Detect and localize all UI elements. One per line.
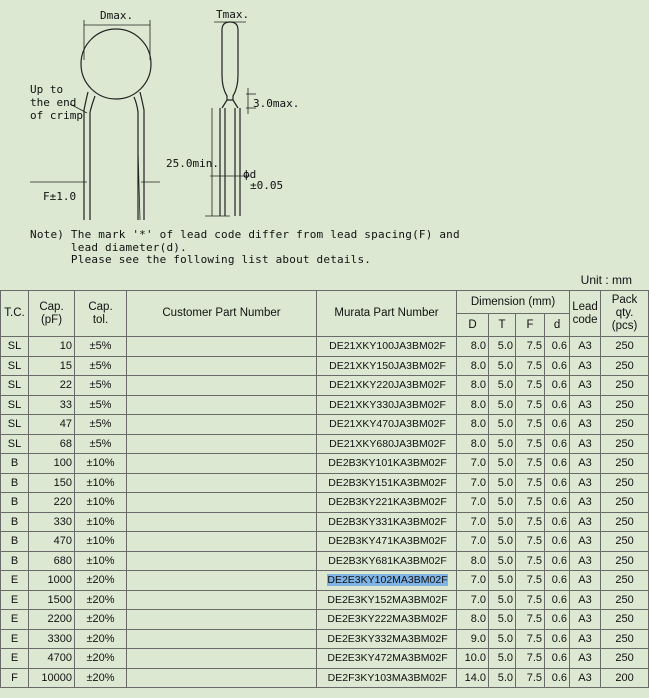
tol-cell: ±20% [75,629,127,649]
dim-f-cell: 7.5 [516,551,545,571]
dim-t-cell: 5.0 [489,551,516,571]
tc-cell: E [1,571,29,591]
lead-spacing-label: F±1.0 [43,190,77,203]
cap-cell: 3300 [29,629,75,649]
dim-d-lower-cell: 0.6 [545,590,570,610]
dim-f-cell: 7.5 [516,668,545,688]
tc-cell: B [1,512,29,532]
dim-d-lower-cell: 0.6 [545,571,570,591]
tol-cell: ±10% [75,532,127,552]
header-dim-f: F [516,314,545,337]
cap-cell: 220 [29,493,75,513]
dim-f-cell: 7.5 [516,473,545,493]
murata-part-cell: DE21XKY680JA3BM02F [317,434,457,454]
customer-part-cell [127,337,317,357]
dim-d-upper-cell: 8.0 [457,551,489,571]
header-pack-qty: Pack qty. (pcs) [601,291,649,337]
murata-part-cell: DE21XKY150JA3BM02F [317,356,457,376]
cap-cell: 2200 [29,610,75,630]
unit-label: Unit : mm [580,273,632,287]
table-row [1,395,649,415]
lead-code-cell: A3 [570,473,601,493]
tc-cell: SL [1,415,29,435]
dim-d-lower-cell: 0.6 [545,532,570,552]
crimp-label-1: Up to [30,83,64,96]
lead-code-cell: A3 [570,415,601,435]
customer-part-cell [127,454,317,474]
tc-cell: SL [1,434,29,454]
header-tol: Cap. tol. [75,291,127,337]
customer-part-cell [127,376,317,396]
lead-diameter-tol-label: ±0.05 [250,179,284,192]
tol-cell: ±10% [75,512,127,532]
dim-d-lower-cell: 0.6 [545,473,570,493]
dim-f-cell: 7.5 [516,454,545,474]
cap-cell: 150 [29,473,75,493]
cap-cell: 1000 [29,571,75,591]
lead-code-cell: A3 [570,493,601,513]
pack-qty-cell: 200 [601,668,649,688]
tc-cell: SL [1,395,29,415]
dim-d-lower-cell: 0.6 [545,493,570,513]
murata-part-cell: DE2E3KY152MA3BM02F [317,590,457,610]
dim-d-upper-cell: 8.0 [457,395,489,415]
customer-part-cell [127,571,317,591]
pack-qty-cell: 250 [601,590,649,610]
lead-code-cell: A3 [570,649,601,669]
tol-cell: ±20% [75,610,127,630]
customer-part-cell [127,493,317,513]
dim-t-cell: 5.0 [489,415,516,435]
header-dim-d-lower: d [545,314,570,337]
murata-part-cell: DE21XKY470JA3BM02F [317,415,457,435]
table-row [1,551,649,571]
dim-d-lower-cell: 0.6 [545,649,570,669]
tol-cell: ±5% [75,356,127,376]
tol-cell: ±5% [75,415,127,435]
cap-cell: 1500 [29,590,75,610]
cap-cell: 47 [29,415,75,435]
dim-f-cell: 7.5 [516,434,545,454]
dim-f-cell: 7.5 [516,512,545,532]
table-row [1,415,649,435]
table-row [1,473,649,493]
dim-d-upper-cell: 7.0 [457,532,489,552]
crimp-label-3: of crimp [30,109,83,122]
table-row [1,454,649,474]
customer-part-cell [127,356,317,376]
lead-code-cell: A3 [570,590,601,610]
murata-part-cell: DE2B3KY471KA3BM02F [317,532,457,552]
dim-t-cell: 5.0 [489,356,516,376]
murata-part-cell: DE21XKY330JA3BM02F [317,395,457,415]
dim-d-upper-cell: 14.0 [457,668,489,688]
cap-cell: 100 [29,454,75,474]
dim-t-cell: 5.0 [489,512,516,532]
dim-d-upper-cell: 7.0 [457,571,489,591]
tc-cell: SL [1,356,29,376]
pack-qty-cell: 250 [601,415,649,435]
lead-code-cell: A3 [570,532,601,552]
tol-cell: ±20% [75,668,127,688]
dim-d-lower-cell: 0.6 [545,434,570,454]
cap-cell: 33 [29,395,75,415]
lead-code-cell: A3 [570,512,601,532]
customer-part-cell [127,532,317,552]
dim-d-lower-cell: 0.6 [545,337,570,357]
lead-code-cell: A3 [570,551,601,571]
dim-f-cell: 7.5 [516,395,545,415]
cap-cell: 680 [29,551,75,571]
cap-cell: 15 [29,356,75,376]
table-row [1,668,649,688]
murata-part-cell: DE2F3KY103MA3BM02F [317,668,457,688]
three-max-label: 3.0max. [253,97,300,110]
tol-cell: ±5% [75,376,127,396]
customer-part-cell [127,590,317,610]
tc-cell: B [1,454,29,474]
dim-f-cell: 7.5 [516,415,545,435]
pack-qty-cell: 250 [601,473,649,493]
pack-qty-cell: 250 [601,532,649,552]
murata-part-cell [317,571,457,591]
customer-part-cell [127,610,317,630]
part-table-body [1,337,649,688]
lead-code-cell: A3 [570,337,601,357]
dim-t-cell: 5.0 [489,493,516,513]
header-cap: Cap. (pF) [29,291,75,337]
table-row [1,337,649,357]
dim-d-upper-cell: 8.0 [457,376,489,396]
note-text: Note) The mark '*' of lead code differ from lead spacing(F) and lead diameter(d). Please see the following list about details. [30,228,460,266]
table-row [1,590,649,610]
dim-d-upper-cell: 8.0 [457,434,489,454]
dim-d-lower-cell: 0.6 [545,629,570,649]
pack-qty-cell: 250 [601,551,649,571]
dim-d-upper-cell: 7.0 [457,493,489,513]
dim-t-cell: 5.0 [489,629,516,649]
cap-cell: 10 [29,337,75,357]
header-customer-part: Customer Part Number [127,291,317,337]
table-row [1,493,649,513]
dim-d-lower-cell: 0.6 [545,454,570,474]
murata-part-cell: DE2E3KY472MA3BM02F [317,649,457,669]
customer-part-cell [127,395,317,415]
dim-d-lower-cell: 0.6 [545,415,570,435]
table-row [1,512,649,532]
cap-cell: 470 [29,532,75,552]
dim-f-cell: 7.5 [516,610,545,630]
dim-d-lower-cell: 0.6 [545,512,570,532]
side-view [205,22,256,216]
header-tc: T.C. [1,291,29,337]
lead-length-label: 25.0min. [166,157,219,170]
pack-qty-cell: 250 [601,629,649,649]
table-row [1,434,649,454]
table-row [1,571,649,591]
tc-cell: E [1,610,29,630]
lead-code-cell: A3 [570,395,601,415]
header-dim-d-upper: D [457,314,489,337]
dim-d-upper-cell: 8.0 [457,356,489,376]
dim-d-upper-cell: 8.0 [457,415,489,435]
table-row [1,649,649,669]
tc-cell: E [1,590,29,610]
tol-cell: ±10% [75,493,127,513]
dim-d-upper-cell: 7.0 [457,454,489,474]
tol-cell: ±20% [75,649,127,669]
tol-cell: ±20% [75,590,127,610]
tol-cell: ±5% [75,395,127,415]
tc-cell: SL [1,337,29,357]
customer-part-cell [127,512,317,532]
dim-d-lower-cell: 0.6 [545,395,570,415]
murata-part-cell: DE21XKY100JA3BM02F [317,337,457,357]
tc-cell: B [1,493,29,513]
dim-d-upper-cell: 8.0 [457,337,489,357]
dim-d-upper-cell: 7.0 [457,473,489,493]
dim-f-cell: 7.5 [516,571,545,591]
tol-cell: ±10% [75,454,127,474]
dim-t-cell: 5.0 [489,571,516,591]
table-row [1,376,649,396]
table-row [1,610,649,630]
dim-f-cell: 7.5 [516,532,545,552]
dim-f-cell: 7.5 [516,590,545,610]
tc-cell: E [1,629,29,649]
dim-f-cell: 7.5 [516,629,545,649]
customer-part-cell [127,629,317,649]
lead-code-cell: A3 [570,434,601,454]
dim-f-cell: 7.5 [516,649,545,669]
pack-qty-cell: 250 [601,337,649,357]
murata-part-cell: DE2B3KY101KA3BM02F [317,454,457,474]
pack-qty-cell: 250 [601,571,649,591]
tol-cell: ±10% [75,551,127,571]
dim-d-lower-cell: 0.6 [545,551,570,571]
cap-cell: 330 [29,512,75,532]
dim-d-upper-cell: 7.0 [457,590,489,610]
pack-qty-cell: 250 [601,356,649,376]
tc-cell: B [1,532,29,552]
dmax-label: Dmax. [100,9,134,22]
tc-cell: F [1,668,29,688]
table-row [1,629,649,649]
tc-cell: B [1,551,29,571]
header-lead-code: Lead code [570,291,601,337]
dim-d-upper-cell: 9.0 [457,629,489,649]
tol-cell: ±10% [75,473,127,493]
pack-qty-cell: 250 [601,512,649,532]
crimp-label-2: the end [30,96,77,109]
murata-part-cell: DE2B3KY151KA3BM02F [317,473,457,493]
customer-part-cell [127,551,317,571]
lead-code-cell: A3 [570,376,601,396]
header-dim-t: T [489,314,516,337]
dim-d-lower-cell: 0.6 [545,668,570,688]
dim-d-upper-cell: 10.0 [457,649,489,669]
dim-t-cell: 5.0 [489,532,516,552]
header-dimension: Dimension (mm) [457,291,570,314]
dim-t-cell: 5.0 [489,649,516,669]
tc-cell: SL [1,376,29,396]
pack-qty-cell: 250 [601,493,649,513]
tmax-label: Tmax. [216,8,250,21]
lead-code-cell: A3 [570,454,601,474]
dim-d-upper-cell: 8.0 [457,610,489,630]
tc-cell: B [1,473,29,493]
dim-t-cell: 5.0 [489,610,516,630]
dim-d-upper-cell: 7.0 [457,512,489,532]
cap-cell: 10000 [29,668,75,688]
murata-part-cell: DE2B3KY221KA3BM02F [317,493,457,513]
tol-cell: ±5% [75,434,127,454]
cap-cell: 68 [29,434,75,454]
dim-t-cell: 5.0 [489,590,516,610]
cap-cell: 4700 [29,649,75,669]
lead-code-cell: A3 [570,356,601,376]
customer-part-cell [127,668,317,688]
dim-f-cell: 7.5 [516,376,545,396]
lead-code-cell: A3 [570,571,601,591]
tol-cell: ±5% [75,337,127,357]
lead-code-cell: A3 [570,610,601,630]
lead-code-cell: A3 [570,668,601,688]
dim-f-cell: 7.5 [516,356,545,376]
header-murata-part: Murata Part Number [317,291,457,337]
murata-part-cell: DE2B3KY681KA3BM02F [317,551,457,571]
pack-qty-cell: 250 [601,395,649,415]
customer-part-cell [127,473,317,493]
dim-t-cell: 5.0 [489,454,516,474]
selected-part-text[interactable]: DE2E3KY102MA3BM02F [327,574,448,587]
murata-part-cell: DE2E3KY222MA3BM02F [317,610,457,630]
dim-d-lower-cell: 0.6 [545,356,570,376]
dim-t-cell: 5.0 [489,668,516,688]
table-row [1,532,649,552]
dim-t-cell: 5.0 [489,376,516,396]
dim-t-cell: 5.0 [489,395,516,415]
lead-diameter-label: ϕd [243,168,257,181]
customer-part-cell [127,415,317,435]
pack-qty-cell: 250 [601,610,649,630]
pack-qty-cell: 250 [601,434,649,454]
dim-f-cell: 7.5 [516,337,545,357]
murata-part-cell: DE2B3KY331KA3BM02F [317,512,457,532]
dim-t-cell: 5.0 [489,434,516,454]
part-table [0,290,649,688]
murata-part-cell: DE2E3KY332MA3BM02F [317,629,457,649]
dim-d-lower-cell: 0.6 [545,376,570,396]
lead-code-cell: A3 [570,629,601,649]
cap-cell: 22 [29,376,75,396]
pack-qty-cell: 250 [601,376,649,396]
dim-d-lower-cell: 0.6 [545,610,570,630]
dim-t-cell: 5.0 [489,337,516,357]
customer-part-cell [127,649,317,669]
tol-cell: ±20% [75,571,127,591]
pack-qty-cell: 250 [601,649,649,669]
table-row [1,356,649,376]
murata-part-cell: DE21XKY220JA3BM02F [317,376,457,396]
dim-t-cell: 5.0 [489,473,516,493]
tc-cell: E [1,649,29,669]
dim-f-cell: 7.5 [516,493,545,513]
customer-part-cell [127,434,317,454]
pack-qty-cell: 250 [601,454,649,474]
